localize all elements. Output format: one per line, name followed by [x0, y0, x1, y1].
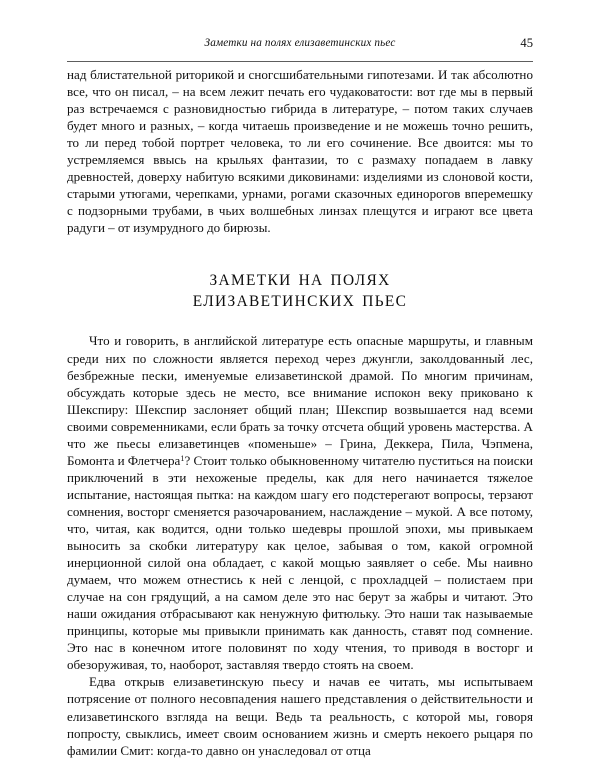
text-block — [67, 66, 533, 759]
body-paragraph-2: Едва открыв елизаветинскую пьесу и начав ее читать, мы испытываем потрясение от полного несовпадения нашего представления о действительности и елизаветинского взгляда на вещи. Ведь та реальность, с которой мы, говоря попросту, свыклись, имеет своим основанием жизнь и смерть некоего рыцаря по фамилии Смит: когда-то давно он унаследовал от отца — [67, 674, 533, 758]
page-number: 45 — [520, 36, 533, 50]
title-word: ЗАМЕТКИ — [209, 272, 292, 290]
body-paragraph-1-text-b: ? Стоит только обыкновенному читателю пуститься на поиски приключений в эти нехоженые пределы, как для него начинается тяжелое испытание, настоящая пытка: на каждом шагу его подстерегают вопросы, терзают сомнения, восторг сменяется разочарованием, наслаждение – мукой. А все потому, что, читая, как водится, одни только шедевры прошлой эпохи, мы привыкаем выносить за скобки литературу как целое, забывая о том, какой огромной инерционной силой она обладает, с какой мощью заявляет о себе. Мы наивно думаем, что можем отнестись к ней с ленцой, с прохладцей – полистаем при случае на сон грядущий, а на самом деле это нас берут за жабры и читают. Это наши ожидания отбрасывают как ненужную фитюльку. Это наши так называемые принципы, которые мы привыкли принимать как данность, ставят под сомнение. Это нас в конечном итоге половинят по ходу чтения, то приводя в восторг и обезоруживая, то, наоборот, заставляя твердо стоять на своем. — [67, 452, 534, 673]
spacer-after-title — [67, 312, 533, 332]
title-word: ПОЛЯХ — [330, 272, 391, 290]
header-rule — [67, 61, 533, 62]
title-word: ПЬЕС — [362, 293, 408, 311]
title-word: НА — [298, 272, 324, 290]
running-head-title: Заметки на полях елизаветинских пьес — [204, 37, 396, 49]
body-paragraph-1 — [67, 332, 533, 673]
spacer-before-title — [67, 236, 533, 270]
title-word: ЕЛИЗАВЕТИНСКИХ — [192, 293, 356, 311]
carryover-paragraph: над блистательной риторикой и сногсшибательными гипотезами. И так абсолютно все, что он писал, – на всем лежит печать его чудаковатости: вот где мы в первый раз встречаемся с разновидностью гибрида в литературе, – потом таких случаев будет много и разных, – когда читаешь произведение и не можешь точно решить, то ли перед тобой портрет человека, то ли его сочинение. Все двоится: мы то устремляемся ввысь на крыльях фантазии, то с размаху попадаем в лавку древностей, доверху набитую всякими диковинами: изделиями из слоновой кости, старыми утюгами, черепками, урнами, рогами сказочных единорогов вперемешку с подзорными трубами, в чьих волшебных линзах плещутся и играют все цвета радуги – от изумрудного до бирюзы. — [67, 67, 533, 236]
page-title-line-2 — [67, 291, 533, 312]
running-head-inner — [67, 36, 533, 53]
page-title — [67, 270, 533, 312]
footnote-marker[interactable]: 1 — [180, 453, 185, 463]
page-title-line-1 — [67, 270, 533, 291]
running-head — [67, 36, 533, 60]
body-paragraph-1-text-a: Что и говорить, в английской литературе есть опасные маршруты, и главным среди них по сложности является переход через джунгли, заколдованный лес, безбрежные пески, именуемые елизаветинской драмой. По многим причинам, обсуждать которые здесь не место, все внимание испокон веку приковано к Шекспиру: Шекспир заслоняет общий план; Шекспир возвышается над всеми своими современниками, если брать за точку отсчета общий уровень мастерства. А что же пьесы елизаветинцев «поменьше» – Грина, Деккера, Пила, Чэпмена, Бомонта и Флетчера — [67, 333, 533, 468]
